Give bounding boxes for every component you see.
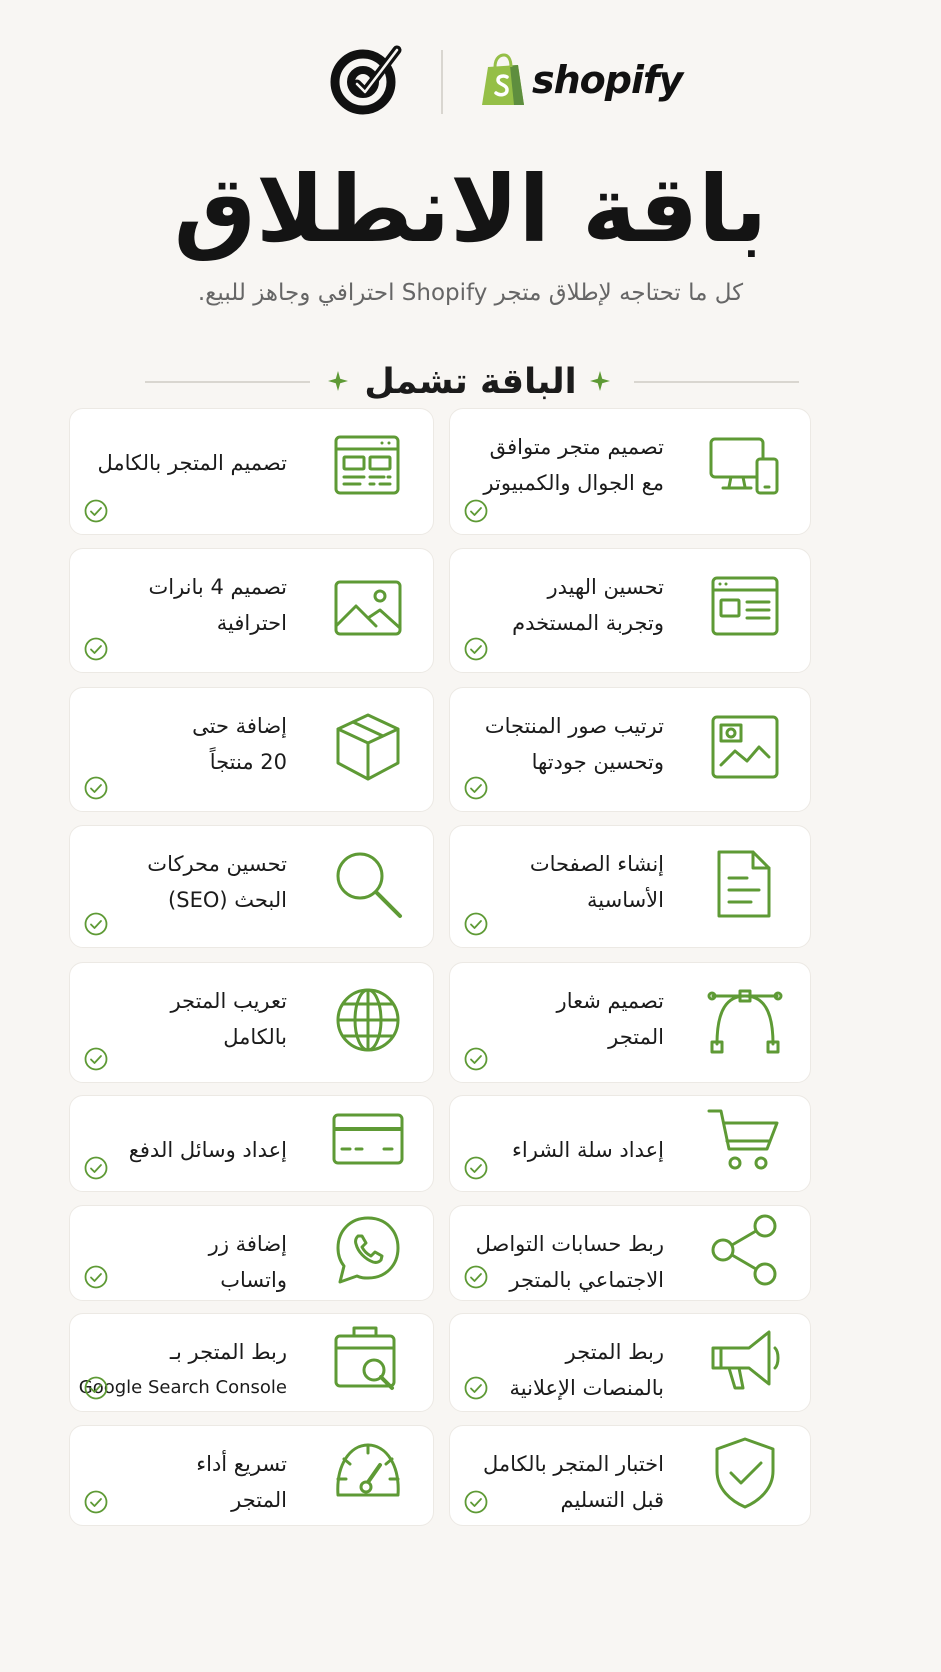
feature-card <box>449 548 811 673</box>
feature-label-line: مع الجوال والكمبيوتر <box>483 471 664 495</box>
feature-label-line: ربط المتجر <box>565 1340 664 1364</box>
feature-label-line: المتجر <box>231 1488 287 1512</box>
feature-card <box>69 1095 434 1192</box>
feature-label-line: اختبار المتجر بالكامل <box>482 1452 664 1476</box>
feature-label <box>147 846 287 918</box>
feature-label-line: تحسين الهيدر <box>547 575 664 599</box>
feature-label-line: إعداد سلة الشراء <box>512 1138 664 1162</box>
section-title: الباقة تشمل <box>364 362 577 402</box>
feature-card <box>69 687 434 812</box>
feature-label-line: 20 منتجاً <box>209 750 287 774</box>
sparkle-icon <box>589 370 611 392</box>
feature-card <box>449 1313 811 1412</box>
section-divider-right <box>634 381 799 383</box>
layout-icon <box>330 429 406 505</box>
document-icon <box>707 846 783 922</box>
feature-label <box>192 708 287 780</box>
check-circle-icon <box>464 1376 488 1400</box>
feature-label-line: بالمنصات الإعلانية <box>509 1376 664 1400</box>
feature-card <box>69 1425 434 1526</box>
check-circle-icon <box>464 637 488 661</box>
feature-label-line: وتجربة المستخدم <box>512 611 664 635</box>
check-circle-icon <box>84 1376 108 1400</box>
feature-label-line: تصميم شعار <box>556 989 664 1013</box>
feature-label <box>196 1446 287 1518</box>
shopify-logo <box>480 52 682 108</box>
check-circle-icon <box>84 637 108 661</box>
shopify-bag-icon <box>480 53 526 107</box>
cart-icon <box>707 1101 783 1177</box>
megaphone-icon <box>707 1322 783 1398</box>
check-circle-icon <box>84 1490 108 1514</box>
feature-label <box>129 1132 287 1168</box>
feature-label-line: إنشاء الصفحات <box>529 852 664 876</box>
shield-check-icon <box>707 1435 783 1511</box>
devices-icon <box>707 431 783 507</box>
feature-card <box>449 1095 811 1192</box>
check-circle-icon <box>84 912 108 936</box>
check-circle-icon <box>464 1047 488 1071</box>
feature-label-line: تصميم 4 بانرات <box>148 575 287 599</box>
feature-card <box>69 548 434 673</box>
feature-label-line: ربط حسابات التواصل <box>475 1232 664 1256</box>
check-circle-icon <box>84 1265 108 1289</box>
feature-label <box>79 1334 287 1406</box>
feature-card <box>449 825 811 948</box>
photo-icon <box>707 709 783 785</box>
feature-label-line: إضافة زر <box>208 1232 287 1256</box>
box-icon <box>330 709 406 785</box>
feature-label <box>170 983 287 1055</box>
feature-label-line: تصميم متجر متوافق <box>489 435 664 459</box>
shopify-wordmark: shopify <box>532 58 683 102</box>
feature-card <box>69 962 434 1083</box>
feature-label-line: Google Search Console <box>78 1377 287 1398</box>
feature-card <box>69 1313 434 1412</box>
page-title: باقة الانطلاق <box>173 156 768 263</box>
feature-label-line: واتساب <box>220 1268 287 1292</box>
check-circle-icon <box>84 499 108 523</box>
section-divider-left <box>145 381 310 383</box>
section-header <box>0 360 941 404</box>
feature-label <box>530 846 664 918</box>
feature-label <box>483 429 664 501</box>
check-circle-icon <box>464 776 488 800</box>
share-icon <box>707 1212 783 1288</box>
feature-label <box>557 983 664 1055</box>
feature-label <box>485 708 664 780</box>
feature-card <box>449 687 811 812</box>
feature-label <box>510 1334 665 1406</box>
feature-label-line: إعداد وسائل الدفع <box>128 1138 287 1162</box>
feature-label-line: احترافية <box>216 611 287 635</box>
feature-label <box>512 569 664 641</box>
feature-label <box>476 1226 664 1298</box>
brand-logos <box>0 40 941 120</box>
feature-card <box>449 1205 811 1301</box>
logo-divider <box>441 50 443 114</box>
feature-label <box>148 569 287 641</box>
whatsapp-icon <box>330 1212 406 1288</box>
check-circle-icon <box>464 912 488 936</box>
feature-card <box>69 408 434 535</box>
credit-card-icon <box>330 1101 406 1177</box>
feature-label <box>483 1446 664 1518</box>
globe-icon <box>330 982 406 1058</box>
speedometer-icon <box>330 1435 406 1511</box>
bezier-icon <box>707 982 783 1058</box>
feature-label <box>512 1132 664 1168</box>
search-console-icon <box>330 1322 406 1398</box>
feature-label-line: ترتيب صور المنتجات <box>484 714 664 738</box>
feature-card <box>69 825 434 948</box>
feature-label-line: إضافة حتى <box>192 714 287 738</box>
feature-card <box>449 1425 811 1526</box>
check-circle-icon <box>464 1156 488 1180</box>
check-circle-icon <box>84 1156 108 1180</box>
feature-card <box>69 1205 434 1301</box>
feature-label-line: المتجر <box>608 1025 664 1049</box>
check-circle-icon <box>84 776 108 800</box>
search-icon <box>330 846 406 922</box>
check-circle-icon <box>464 499 488 523</box>
browser-window-icon <box>707 570 783 646</box>
feature-label-line: الأساسية <box>587 888 664 912</box>
feature-label <box>97 445 287 481</box>
feature-label-line: قبل التسليم <box>560 1488 664 1512</box>
feature-label-line: تعريب المتجر <box>170 989 287 1013</box>
feature-label-line: وتحسين جودتها <box>531 750 664 774</box>
check-circle-icon <box>84 1047 108 1071</box>
feature-card <box>449 408 811 535</box>
feature-label <box>209 1226 287 1298</box>
feature-card <box>449 962 811 1083</box>
banner-image-icon <box>330 570 406 646</box>
feature-label-line: ربط المتجر بـ <box>169 1340 287 1364</box>
agency-logo-icon <box>327 42 403 118</box>
check-circle-icon <box>464 1265 488 1289</box>
feature-label-line: تحسين محركات <box>147 852 287 876</box>
check-circle-icon <box>464 1490 488 1514</box>
feature-label-line: بالكامل <box>223 1025 287 1049</box>
feature-label-line: الاجتماعي بالمتجر <box>509 1268 664 1292</box>
page-subtitle: كل ما تحتاجه لإطلاق متجر Shopify احترافي وجاهز للبيع. <box>197 280 744 306</box>
feature-label-line: تسريع أداء <box>196 1452 287 1476</box>
feature-label-line: البحث (SEO) <box>168 888 287 912</box>
feature-label-line: تصميم المتجر بالكامل <box>97 451 287 475</box>
